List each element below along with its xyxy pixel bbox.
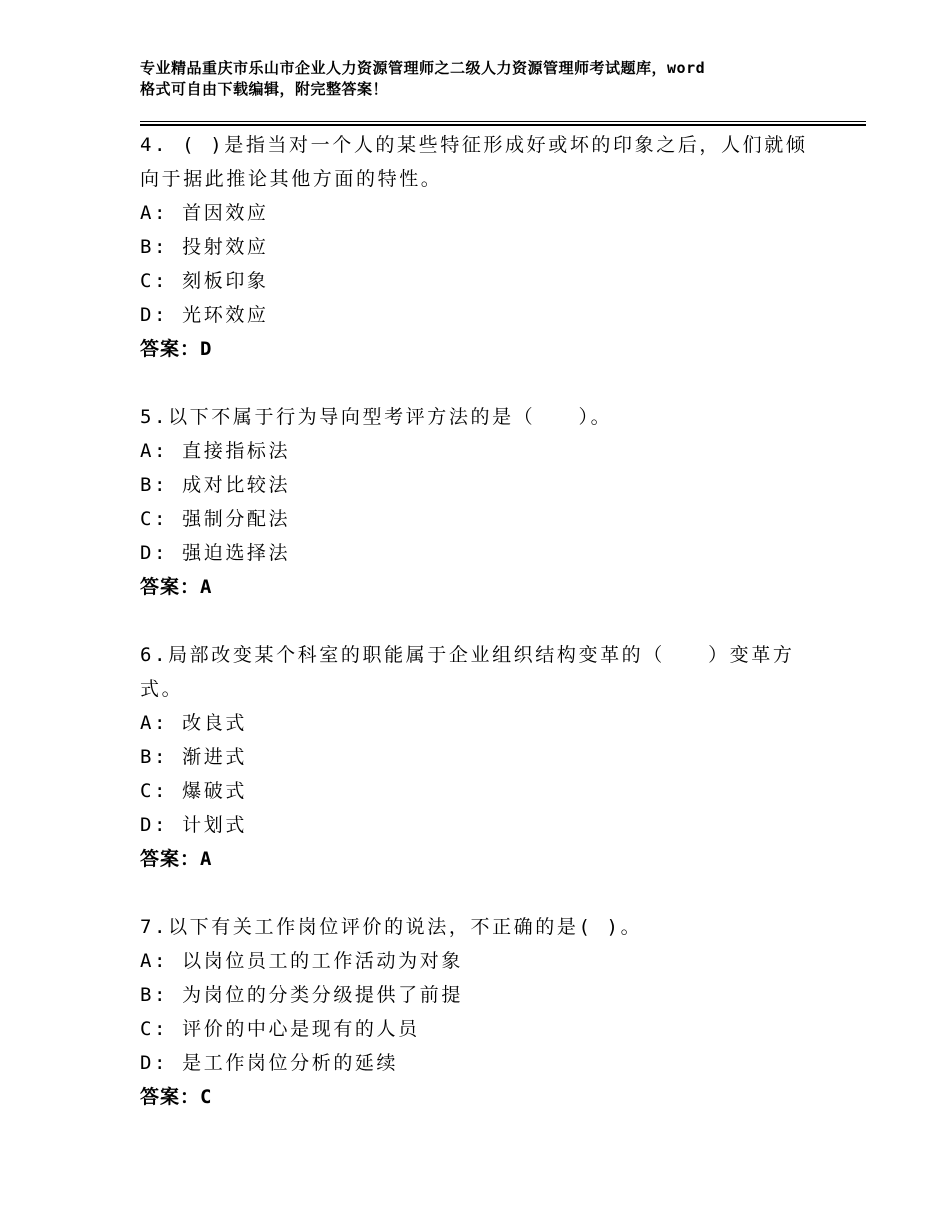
header-line-2: 格式可自由下载编辑，附完整答案！ (140, 80, 389, 98)
option-c: C: 爆破式 (140, 780, 247, 802)
question-text: 6.局部改变某个科室的职能属于企业组织结构变革的（ ）变革方 (140, 644, 795, 666)
option-d: D: 是工作岗位分析的延续 (140, 1052, 399, 1074)
option-c: C: 刻板印象 (140, 270, 269, 292)
option-a: A: 以岗位员工的工作活动为对象 (140, 950, 463, 972)
option-a: A: 改良式 (140, 712, 247, 734)
header-divider-thin (140, 121, 866, 122)
question-6 (140, 638, 840, 876)
question-text-continued: 式。 (140, 678, 184, 700)
spacer (140, 876, 840, 910)
question-4 (140, 128, 840, 366)
option-a: A: 首因效应 (140, 202, 269, 224)
spacer (140, 604, 840, 638)
option-c: C: 强制分配法 (140, 508, 291, 530)
option-b: B: 投射效应 (140, 236, 269, 258)
document-header (140, 58, 840, 100)
option-b: B: 为岗位的分类分级提供了前提 (140, 984, 463, 1006)
answer: 答案：A (140, 576, 213, 598)
option-c: C: 评价的中心是现有的人员 (140, 1018, 420, 1040)
header-line-1: 专业精品重庆市乐山市企业人力资源管理师之二级人力资源管理师考试题库，word (140, 59, 706, 77)
question-text: 5.以下不属于行为导向型考评方法的是（ ）。 (140, 406, 613, 428)
question-text: 7.以下有关工作岗位评价的说法，不正确的是( )。 (140, 916, 643, 938)
question-5 (140, 400, 840, 604)
spacer (140, 366, 840, 400)
question-text: 4. ( )是指当对一个人的某些特征形成好或坏的印象之后，人们就倾 (140, 134, 808, 156)
option-b: B: 成对比较法 (140, 474, 291, 496)
answer: 答案：C (140, 1086, 213, 1108)
option-d: D: 计划式 (140, 814, 247, 836)
option-a: A: 直接指标法 (140, 440, 291, 462)
option-b: B: 渐进式 (140, 746, 247, 768)
header-divider-thick (140, 124, 866, 126)
option-d: D: 强迫选择法 (140, 542, 291, 564)
question-text-continued: 向于据此推论其他方面的特性。 (140, 168, 443, 190)
question-7 (140, 910, 840, 1114)
answer: 答案：A (140, 848, 213, 870)
answer: 答案：D (140, 338, 213, 360)
option-d: D: 光环效应 (140, 304, 269, 326)
question-list (140, 128, 840, 1114)
